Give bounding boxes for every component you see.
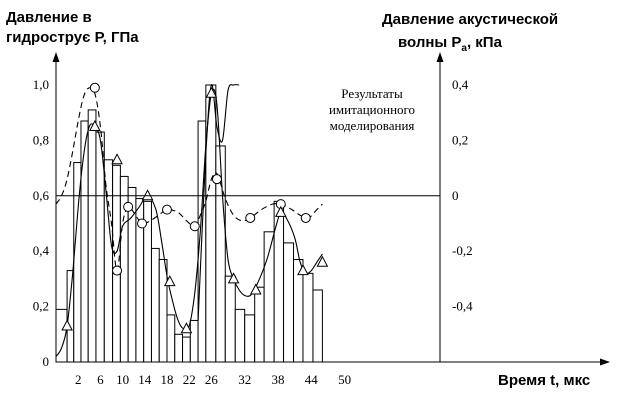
bar-24 <box>255 287 264 362</box>
circle-marker-2 <box>124 202 133 211</box>
circle-marker-6 <box>212 175 221 184</box>
left-tick-0: 0 <box>42 354 49 369</box>
bar-29 <box>303 273 313 362</box>
left-tick-1: 0,2 <box>32 298 49 314</box>
bar-4 <box>88 110 96 362</box>
circle-marker-0 <box>90 83 99 92</box>
left-axis-label-line-1: Давление в <box>6 9 92 26</box>
left-axis-arrow <box>53 52 60 62</box>
right-axis-label-main: волны P <box>398 34 462 51</box>
bar-12 <box>151 248 159 362</box>
right-axis-label-unit: , кПа <box>466 34 502 51</box>
right-axis-arrow <box>437 52 444 62</box>
circle-marker-7 <box>246 213 255 222</box>
annotation-line-3: моделирования <box>329 118 415 133</box>
right-axis-label-line-2 <box>398 34 503 54</box>
x-tick-3: 14 <box>138 372 152 387</box>
bar-27 <box>284 243 294 362</box>
x-tick-6: 26 <box>204 372 218 387</box>
left-tick-4: 0,8 <box>32 132 49 148</box>
bar-16 <box>183 337 191 362</box>
bar-21 <box>225 276 235 362</box>
x-tick-7: 32 <box>238 372 252 387</box>
annotation-line-2: имитационного <box>328 102 416 117</box>
left-tick-3: 0,6 <box>32 187 49 203</box>
x-tick-4: 18 <box>160 372 174 387</box>
bar-3 <box>81 121 88 362</box>
bar-22 <box>235 309 244 362</box>
bar-17 <box>190 320 198 362</box>
x-tick-5: 22 <box>182 372 196 387</box>
bar-30 <box>313 290 322 362</box>
x-tick-1: 6 <box>97 372 104 387</box>
x-tick-8: 38 <box>271 372 285 387</box>
bar-23 <box>245 315 255 362</box>
x-tick-10: 50 <box>338 372 352 387</box>
right-tick-0: 0,4 <box>452 77 469 92</box>
circle-marker-5 <box>190 222 199 231</box>
circle-marker-1 <box>113 266 122 275</box>
circle-marker-4 <box>163 205 172 214</box>
circle-marker-9 <box>301 213 310 222</box>
x-tick-2: 10 <box>116 372 130 387</box>
right-axis-label-line-1: Давление акустической <box>382 11 559 28</box>
bar-14 <box>167 315 175 362</box>
annotation-line-1: Результаты <box>341 86 403 101</box>
right-tick-1: 0,2 <box>452 132 469 148</box>
circle-marker-3 <box>138 219 147 228</box>
triangle-marker-3 <box>143 190 153 200</box>
x-tick-9: 44 <box>304 372 318 387</box>
right-tick-4: -0,4 <box>452 298 473 314</box>
bar-7 <box>113 165 121 362</box>
left-tick-5: 1,0 <box>32 77 49 92</box>
triangle-marker-2 <box>112 154 122 164</box>
x-axis-label: Время t, мкс <box>498 372 591 389</box>
right-tick-2: 0 <box>452 187 459 203</box>
right-axis-label-subscript: a <box>461 43 467 54</box>
bar-13 <box>159 260 167 362</box>
bar-15 <box>175 334 183 362</box>
triangle-marker-11 <box>317 257 327 267</box>
bar-26 <box>274 201 283 362</box>
right-tick-3: -0,2 <box>452 243 473 259</box>
left-tick-2: 0,4 <box>32 243 49 259</box>
x-tick-0: 2 <box>74 372 82 387</box>
x-axis-arrow <box>600 359 610 366</box>
left-axis-label-line-2: гидрострує P, ГПа <box>6 29 139 46</box>
